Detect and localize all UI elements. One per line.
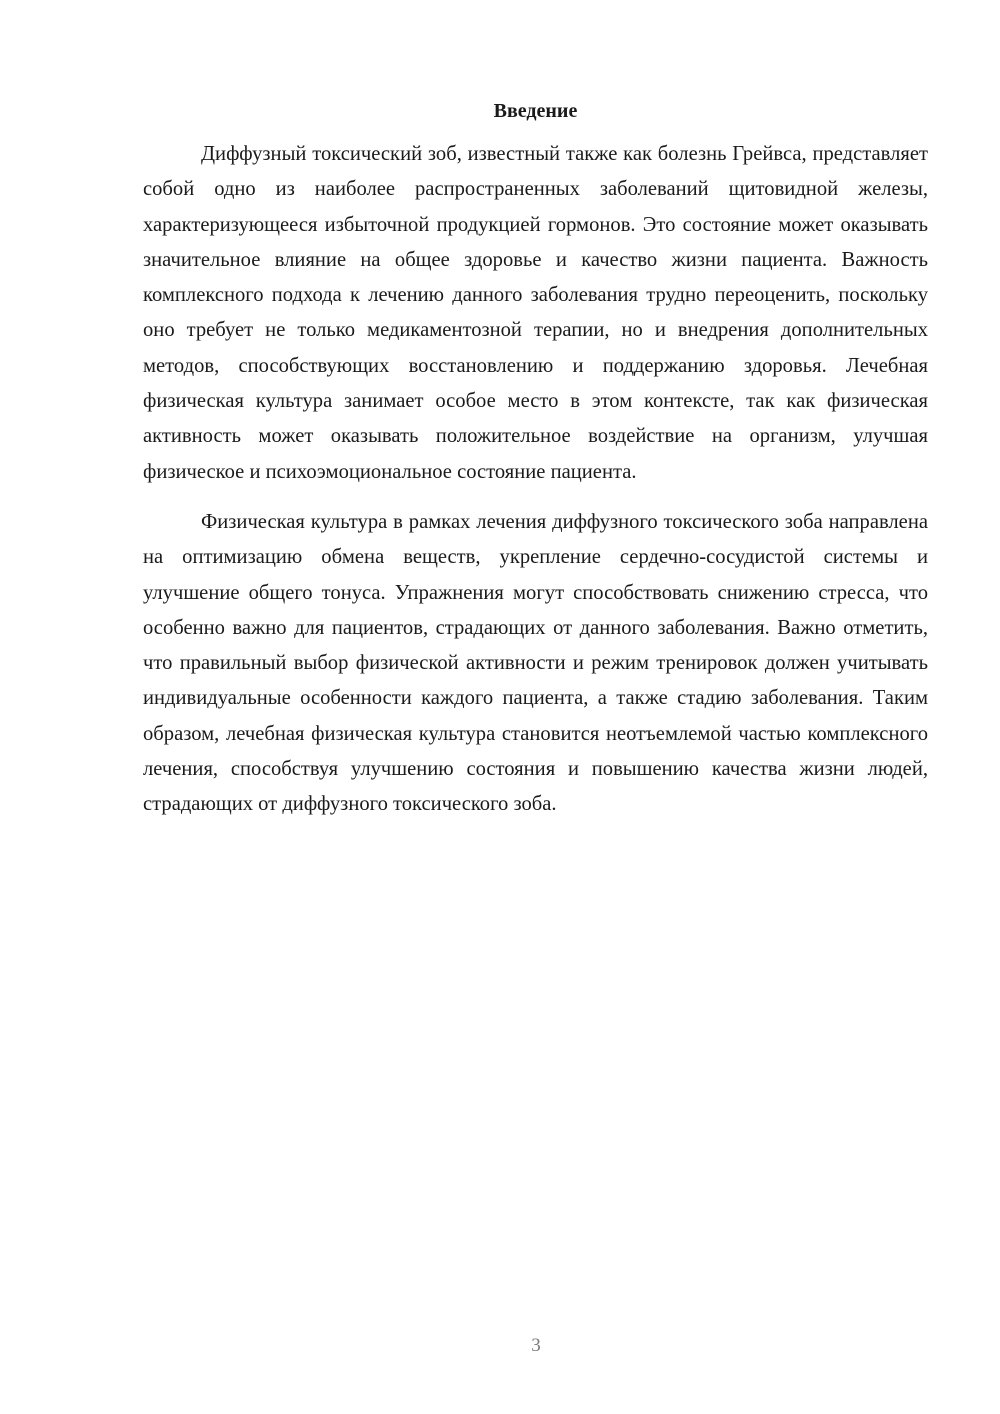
page-number: 3 (531, 1335, 541, 1356)
paragraph-2: Физическая культура в рамках лечения диффузного токсического зоба направлена на оптимизацию обмена веществ, укрепление сердечно-сосудистой системы и улучшение общего тонуса. Упражнения могут способствовать снижению стресса, что особенно важно для пациентов, страдающих от данного заболевания. Важно отметить, что правильный выбор физической активности и режим тренировок должен учитывать индивидуальные особенности каждого пациента, а также стадию заболевания. Таким образом, лечебная физическая культура становится неотъемлемой частью комплексного лечения, способствуя улучшению состояния и повышению качества жизни людей, страдающих от диффузного токсического зоба. (143, 510, 928, 816)
paragraph-1: Диффузный токсический зоб, известный также как болезнь Грейвса, представляет собой одно из наиболее распространенных заболеваний щитовидной железы, характеризующееся избыточной продукцией гормонов. Это состояние может оказывать значительное влияние на общее здоровье и качество жизни пациента. Важность комплексного подхода к лечению данного заболевания трудно переоценить, поскольку оно требует не только медикаментозной терапии, но и внедрения дополнительных методов, способствующих восстановлению и поддержанию здоровья. Лечебная физическая культура занимает особое место в этом контексте, так как физическая активность может оказывать положительное воздействие на организм, улучшая физическое и психоэмоциональное состояние пациента. (143, 143, 928, 483)
page-content (143, 95, 928, 838)
section-heading: Введение (493, 100, 578, 122)
